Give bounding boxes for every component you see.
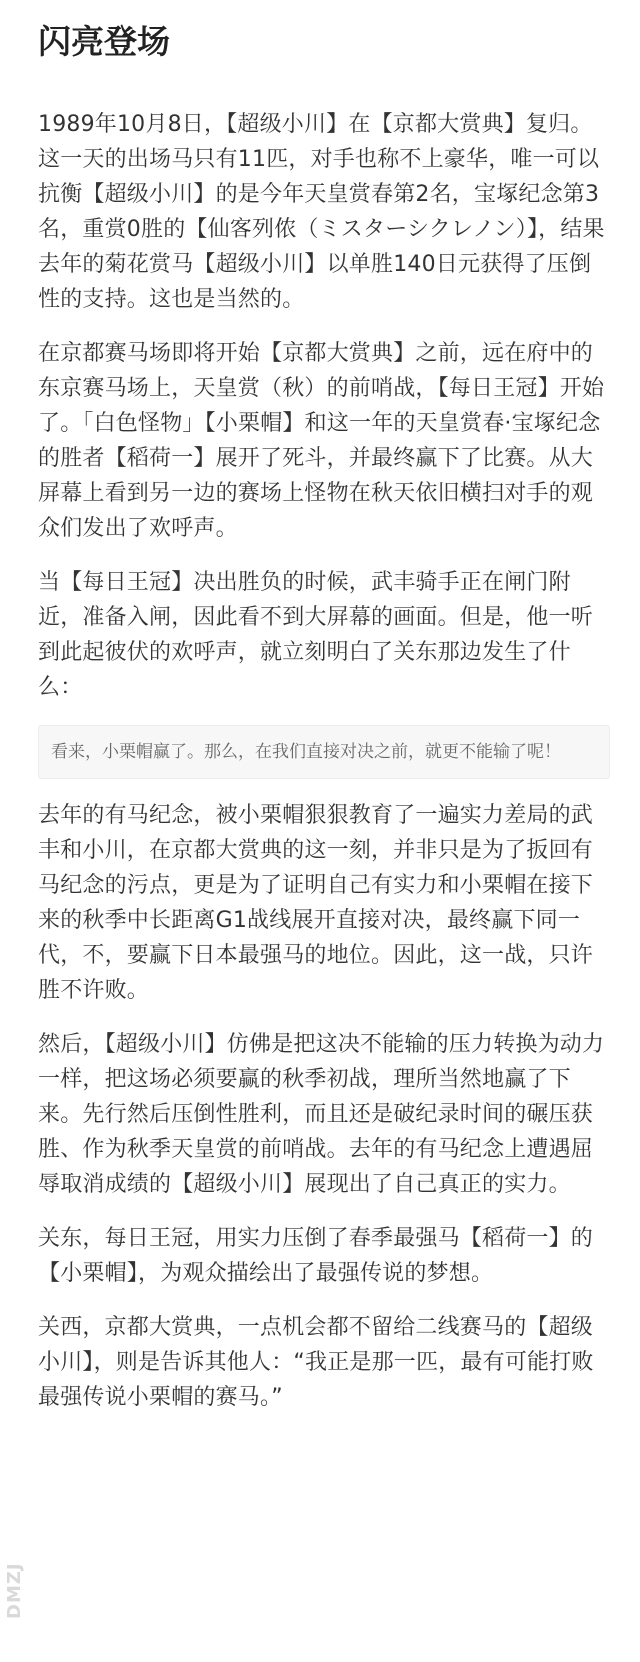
paragraph-1: 1989年10月8日，【超级小川】在【京都大赏典】复归。这一天的出场马只有11匹，对手也称不上豪华，唯一可以抗衡【超级小川】的是今年天皇赏春第2名，宝塚纪念第3名，重赏0胜的【仙客列侬（ミスターシクレノン）】，结果去年的菊花赏马【超级小川】以单胜140日元获得了压倒性的支持。这也是当然的。 xyxy=(38,112,605,312)
paragraph-7: 关西，京都大赏典，一点机会都不留给二线赛马的【超级小川】，则是告诉其他人：“我正是那一匹，最有可能打败最强传说小栗帽的赛马。” xyxy=(38,1315,594,1410)
quote-block: 看来，小栗帽赢了。那么，在我们直接对决之前，就更不能输了呢！ xyxy=(38,725,610,779)
paragraph-4: 去年的有马纪念，被小栗帽狠狠教育了一遍实力差局的武丰和小川，在京都大赏典的这一刻，并非只是为了扳回有马纪念的污点，更是为了证明自己有实力和小栗帽在接下来的秋季中长距离G1战线展开直接对决，最终赢下同一代，不，要赢下日本最强马的地位。因此，这一战，只许胜不许败。 xyxy=(38,803,594,1003)
paragraph-5: 然后，【超级小川】仿佛是把这决不能输的压力转换为动力一样，把这场必须要赢的秋季初战，理所当然地赢了下来。先行然后压倒性胜利，而且还是破纪录时间的碾压获胜、作为秋季天皇赏的前哨战。去年的有马纪念上遭遇屈辱取消成绩的【超级小川】展现出了自己真正的实力。 xyxy=(38,1032,605,1197)
paragraph-6: 关东，每日王冠，用实力压倒了春季最强马【稻荷一】的【小栗帽】，为观众描绘出了最强传说的梦想。 xyxy=(38,1226,594,1286)
article-title: 闪亮登场 xyxy=(38,22,170,61)
paragraph-2: 在京都赛马场即将开始【京都大赏典】之前，远在府中的东京赛马场上，天皇赏（秋）的前哨战，【每日王冠】开始了。「白色怪物」【小栗帽】和这一年的天皇赏春·宝塚纪念 的胜者【稻荷一】展开了死斗，并最终赢下了比赛。从大屏幕上看到另一边的赛场上怪物在秋天依旧横扫对手的观众们发出了欢呼声。 xyxy=(38,341,605,541)
site-watermark: DMZJ xyxy=(4,1562,25,1620)
paragraph-3: 当【每日王冠】决出胜负的时候，武丰骑手正在闸门附近，准备入闸，因此看不到大屏幕的画面。但是，他一听到此起彼伏的欢呼声，就立刻明白了关东那边发生了什么： xyxy=(38,570,594,700)
article xyxy=(38,0,610,1415)
